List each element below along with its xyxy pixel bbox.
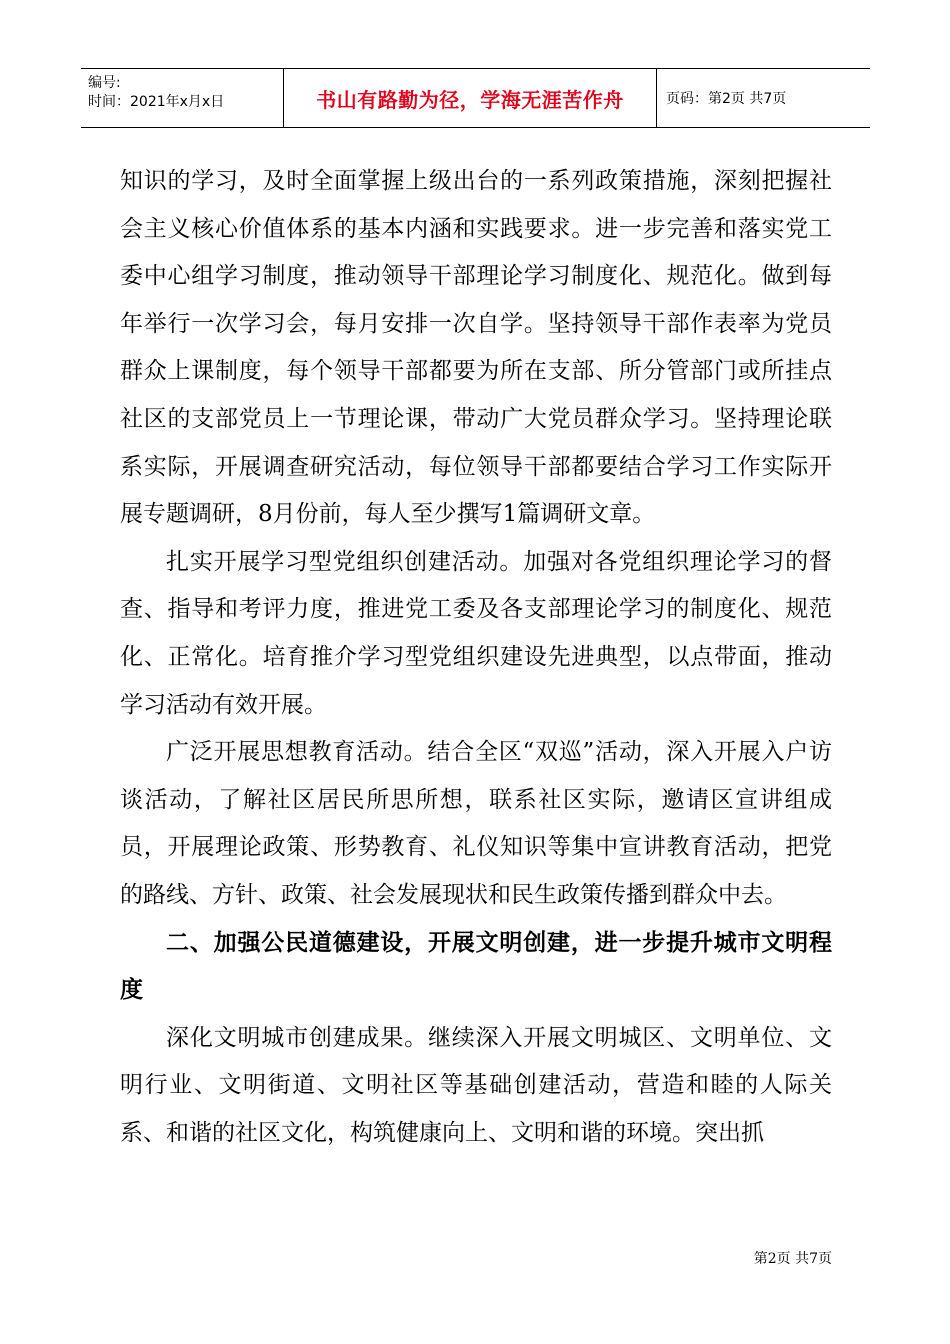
document-body xyxy=(120,158,832,1157)
paragraph-civilized-city: 深化文明城市创建成果。继续深入开展文明城区、文明单位、文明行业、文明街道、文明社区等基础创建活动，营造和睦的人际关系、和谐的社区文化，构筑健康向上、文明和谐的环境。突出抓 xyxy=(120,1024,832,1146)
header-motto: 书山有路勤为径，学海无涯苦作舟 xyxy=(283,69,657,127)
paragraph-ideological-education: 广泛开展思想教育活动。结合全区“双巡”活动，深入开展入户访谈活动，了解社区居民所思所想，联系社区实际，邀请区宣讲组成员，开展理论政策、形势教育、礼仪知识等集中宣讲教育活动，把党的路线、方针、政策、社会发展现状和民生政策传播到群众中去。 xyxy=(120,739,832,908)
date-label: 时间：2021年x月x日 xyxy=(88,94,225,110)
paragraph-party-organization: 扎实开展学习型党组织创建活动。加强对各党组织理论学习的督查、指导和考评力度，推进党工委及各支部理论学习的制度化、规范化、正常化。培育推介学习型党组织建设先进典型，以点带面，推动学习活动有效开展。 xyxy=(120,548,832,718)
section-heading-2: 二、加强公民道德建设，开展文明创建，进一步提升城市文明程度 xyxy=(120,929,832,1004)
page-header xyxy=(81,68,870,128)
page-footer: 第2页 共7页 xyxy=(753,1251,832,1267)
paragraph-continued: 知识的学习，及时全面掌握上级出台的一系列政策措施，深刻把握社会主义核心价值体系的基本内涵和实践要求。进一步完善和落实党工委中心组学习制度，推动领导干部理论学习制度化、规范化。做到每年举行一次学习会，每月安排一次自学。坚持领导干部作表率为党员群众上课制度，每个领导干部都要为所在支部、所分管部门或所挂点社区的支部党员上一节理论课，带动广大党员群众学习。坚持理论联系实际，开展调查研究活动，每位领导干部都要结合学习工作实际开展专题调研，8月份前，每人至少撰写1篇调研文章。 xyxy=(120,168,832,528)
serial-number-label: 编号: xyxy=(88,75,121,91)
header-page-number: 页码：第2页 共7页 xyxy=(666,91,787,107)
header-meta xyxy=(81,69,283,127)
